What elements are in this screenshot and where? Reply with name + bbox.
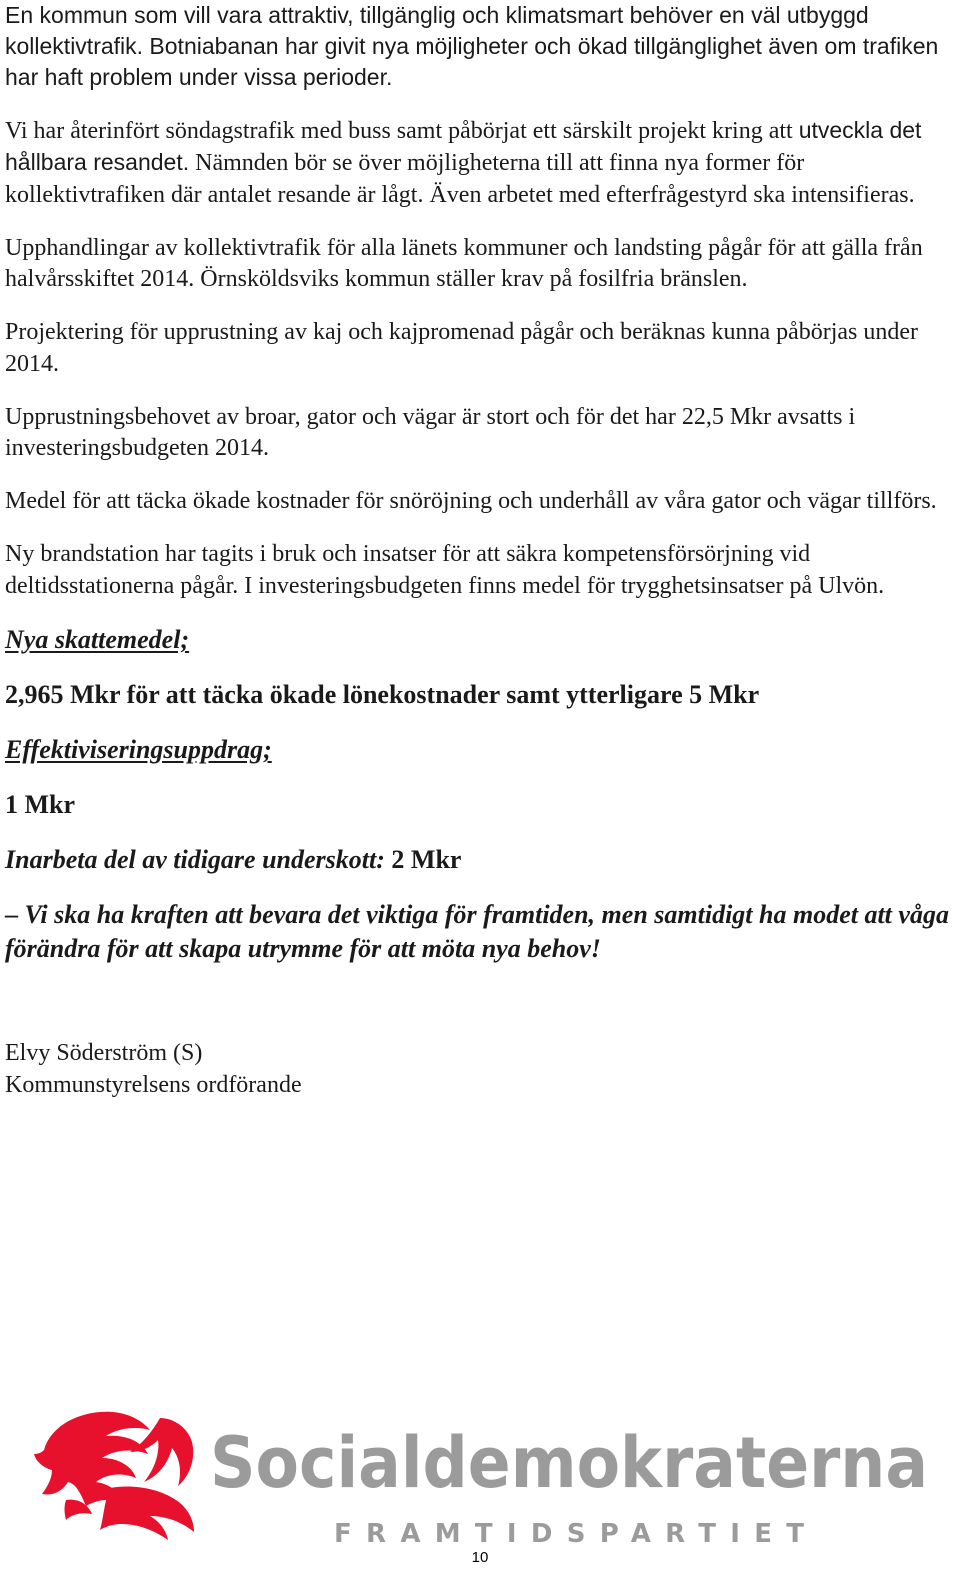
- paragraph-brandstation: Ny brandstation har tagits i bruk och insatser för att säkra kompetensförsörjning vid deltidsstationerna pågår. I investeringsbudgeten finns medel för trygghetsinsatser på Ulvön.: [5, 541, 885, 599]
- heading-effektiviseringsuppdrag: Effektiviseringsuppdrag;: [5, 735, 272, 764]
- paragraph-projektering: Projektering för upprustning av kaj och kajpromenad pågår och beräknas kunna påbörjas under 2014.: [5, 319, 919, 377]
- logo-wordmark: Socialdemokraterna: [210, 1422, 928, 1504]
- paragraph-sondagstrafik-serif: Vi har återinfört söndagstrafik med buss samt påbörjat ett särskilt projekt kring att: [5, 117, 799, 144]
- paragraph-snorojning: Medel för att täcka ökade kostnader för snöröjning och underhåll av våra gator och vägar tillförs.: [5, 488, 937, 514]
- text-nya-skattemedel: 2,965 Mkr för att täcka ökade lönekostnader samt ytterligare 5 Mkr: [5, 680, 760, 709]
- page-number: 10: [471, 1549, 489, 1566]
- logo-tagline: FRAMTIDSPARTIET: [334, 1519, 804, 1548]
- slogan-dash: –: [5, 900, 18, 929]
- paragraph-upprustning: Upprustningsbehovet av broar, gator och vägar är stort och för det har 22,5 Mkr avsatts i investeringsbudgeten 2014.: [5, 403, 856, 461]
- signature-block: [5, 1038, 955, 1101]
- value-underskott: 2 Mkr: [384, 845, 462, 874]
- text-effektiviseringsuppdrag: 1 Mkr: [5, 790, 76, 819]
- paragraph-upphandlingar: Upphandlingar av kollektivtrafik för alla länets kommuner och landsting pågår för att gälla från halvårsskiftet 2014. Örnsköldsviks kommun ställer krav på fosilfria bränslen.: [5, 234, 923, 292]
- paragraph-sondagstrafik-rest: Nämnden bör se över möjligheterna till att finna nya former för kollektivtrafiken där antalet resande är lågt. Även arbetet med efterfrågestyrd ska intensifieras.: [5, 150, 915, 208]
- line-underskott: [5, 843, 955, 877]
- label-underskott: Inarbeta del av tidigare underskott:: [5, 845, 385, 874]
- document-body: [5, 0, 955, 1101]
- paragraph-sondagstrafik-sans: utveckla det hållbara resandet.: [5, 116, 922, 175]
- socialdemokraterna-logo: [22, 1388, 942, 1548]
- slogan-text: Vi ska ha kraften att bevara det viktiga för framtiden, men samtidigt ha modet att våga förändra för att skapa utrymme för att möta nya behov!: [5, 900, 949, 963]
- slogan: [5, 898, 955, 966]
- heading-nya-skattemedel: Nya skattemedel;: [5, 625, 190, 654]
- paragraph-sondagstrafik: [5, 115, 955, 212]
- signature-title: Kommunstyrelsens ordförande: [5, 1071, 302, 1098]
- paragraph-kollektivtrafik: En kommun som vill vara attraktiv, tillgänglig och klimatsmart behöver en väl utbyggd kollektivtrafik. Botniabanan har givit nya möjligheter och ökad tillgänglighet även om trafiken har haft problem under vissa perioder.: [5, 2, 939, 90]
- rose-icon: [34, 1412, 194, 1540]
- signature-name: Elvy Söderström (S): [5, 1040, 203, 1066]
